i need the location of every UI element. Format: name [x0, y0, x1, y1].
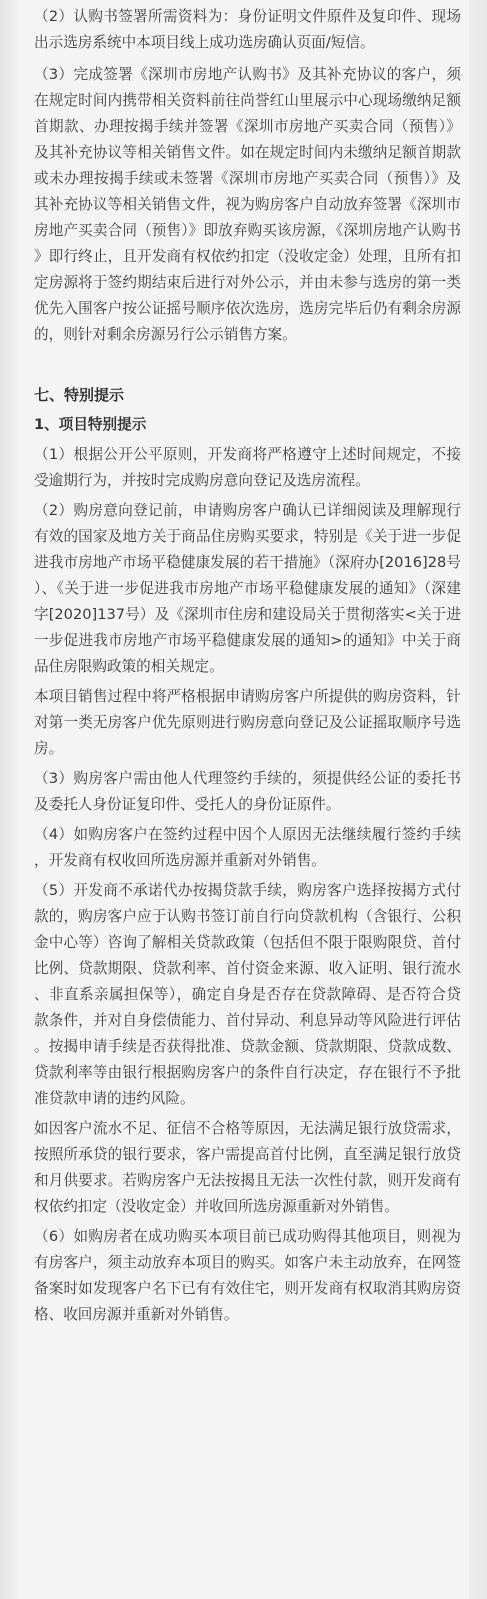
paragraph-time-rules: （1）根据公开公平原则，开发商将严格遵守上述时间规定，不接受逾期行为，并按时完成购房意向登记及选房流程。 — [34, 446, 461, 489]
paragraph-existing-property: （6）如购房者在成功购买本项目前已成功购得其他项目，则视为有房客户，须主动放弃本项目的购买。如客户未主动放弃，在网签备案时如发现客户名下已有有效住宅，则开发商有权取消其购房资格、收回房源并重新对外销售。 — [34, 1228, 461, 1323]
paragraph-mortgage-policy: （5）开发商不承诺代办按揭贷款手续，购房客户选择按揭方式付款的，购房客户应于认购书签订前自行向贷款机构（含银行、公积金中心等）咨询了解相关贷款政策（包括但不限于限购限贷、首付比例、贷款期限、贷款利率、首付资金来源、收入证明、银行流水、非直系亲属担保等），确定自身是否存在贷款障碍、是否符合贷款条件，并对自身偿债能力、首付异动、利息异动等风险进行评估。按揭申请手续是否获得批准、贷款金额、贷款期限、贷款成数、贷款利率等由银行根据购房客户的条件自行决定，存在银行不予批准贷款申请的违约风险。 — [34, 882, 461, 1107]
paragraph-purchase-policy: （2）购房意向登记前，申请购房客户确认已详细阅读及理解现行有效的国家及地方关于商品住房购买要求，特别是《关于进一步促进我市房地产市场平稳健康发展的若干措施》（深府办[2016]28号）、《关于进一步促进我市房地产市场平稳健康发展的通知》（深建字[2020]137号）及《深圳市住房和建设局关于贯彻落实<关于进一步促进我市房地产市场平稳健康发展的通知>的通知》中关于商品住房限购政策的相关规定。 — [34, 502, 461, 675]
paragraph-first-class-priority: 本项目销售过程中将严格根据申请购房客户所提供的购房资料，针对第一类无房客户优先原则进行购房意向登记及公证摇取顺序号选房。 — [34, 688, 461, 757]
section-gap — [34, 348, 461, 382]
paragraph-proxy-signing: （3）购房客户需由他人代理签约手续的，须提供经公证的委托书及委托人身份证复印件、受托人的身份证原件。 — [34, 770, 461, 813]
section-title-special-notice: 七、特别提示 — [34, 386, 125, 404]
subheading-project-notice: 1、项目特别提示 — [34, 416, 147, 433]
paragraph-signing-failure: （4）如购房客户在签约过程中因个人原因无法继续履行签约手续，开发商有权收回所选房源并重新对外销售。 — [34, 826, 461, 869]
paragraph-credit-requirements: 如因客户流水不足、征信不合格等原因，无法满足银行放贷需求，按照所承贷的银行要求，客户需提高首付比例，直至满足银行放贷和月供要求。若购房客户无法按揭且无法一次性付款，则开发商有权依约扣定（没收定金）并收回所选房源重新对外销售。 — [34, 1120, 461, 1215]
paragraph-signing-process: （3）完成签署《深圳市房地产认购书》及其补充协议的客户，须在规定时间内携带相关资料前往尚誉红山里展示中心现场缴纳足额首期款、办理按揭手续并签署《深圳市房地产买卖合同（预售）》及其补充协议等相关销售文件。如在规定时间内未缴纳足额首期款或未办理按揭手续或未签署《深圳市房地产买卖合同（预售）》及其补充协议等相关销售文件，视为购房客户自动放弃签署《深圳市房地产买卖合同（预售）》即放弃购买该房源，《深圳房地产认购书》即行终止，且开发商有权依约扣定（没收定金）处理，且所有扣定房源将于签约期结束后进行对外公示，并由未参与选房的第一类优先入围客户按公证摇号顺序依次选房，选房完毕后仍有剩余房源的，则针对剩余房源另行公示销售方案。 — [34, 66, 461, 343]
paragraph-contract-documents: （2）认购书签署所需资料为：身份证明文件原件及复印件、现场出示选房系统中本项目线上成功选房确认页面/短信。 — [34, 8, 461, 51]
document-content — [34, 4, 461, 1328]
